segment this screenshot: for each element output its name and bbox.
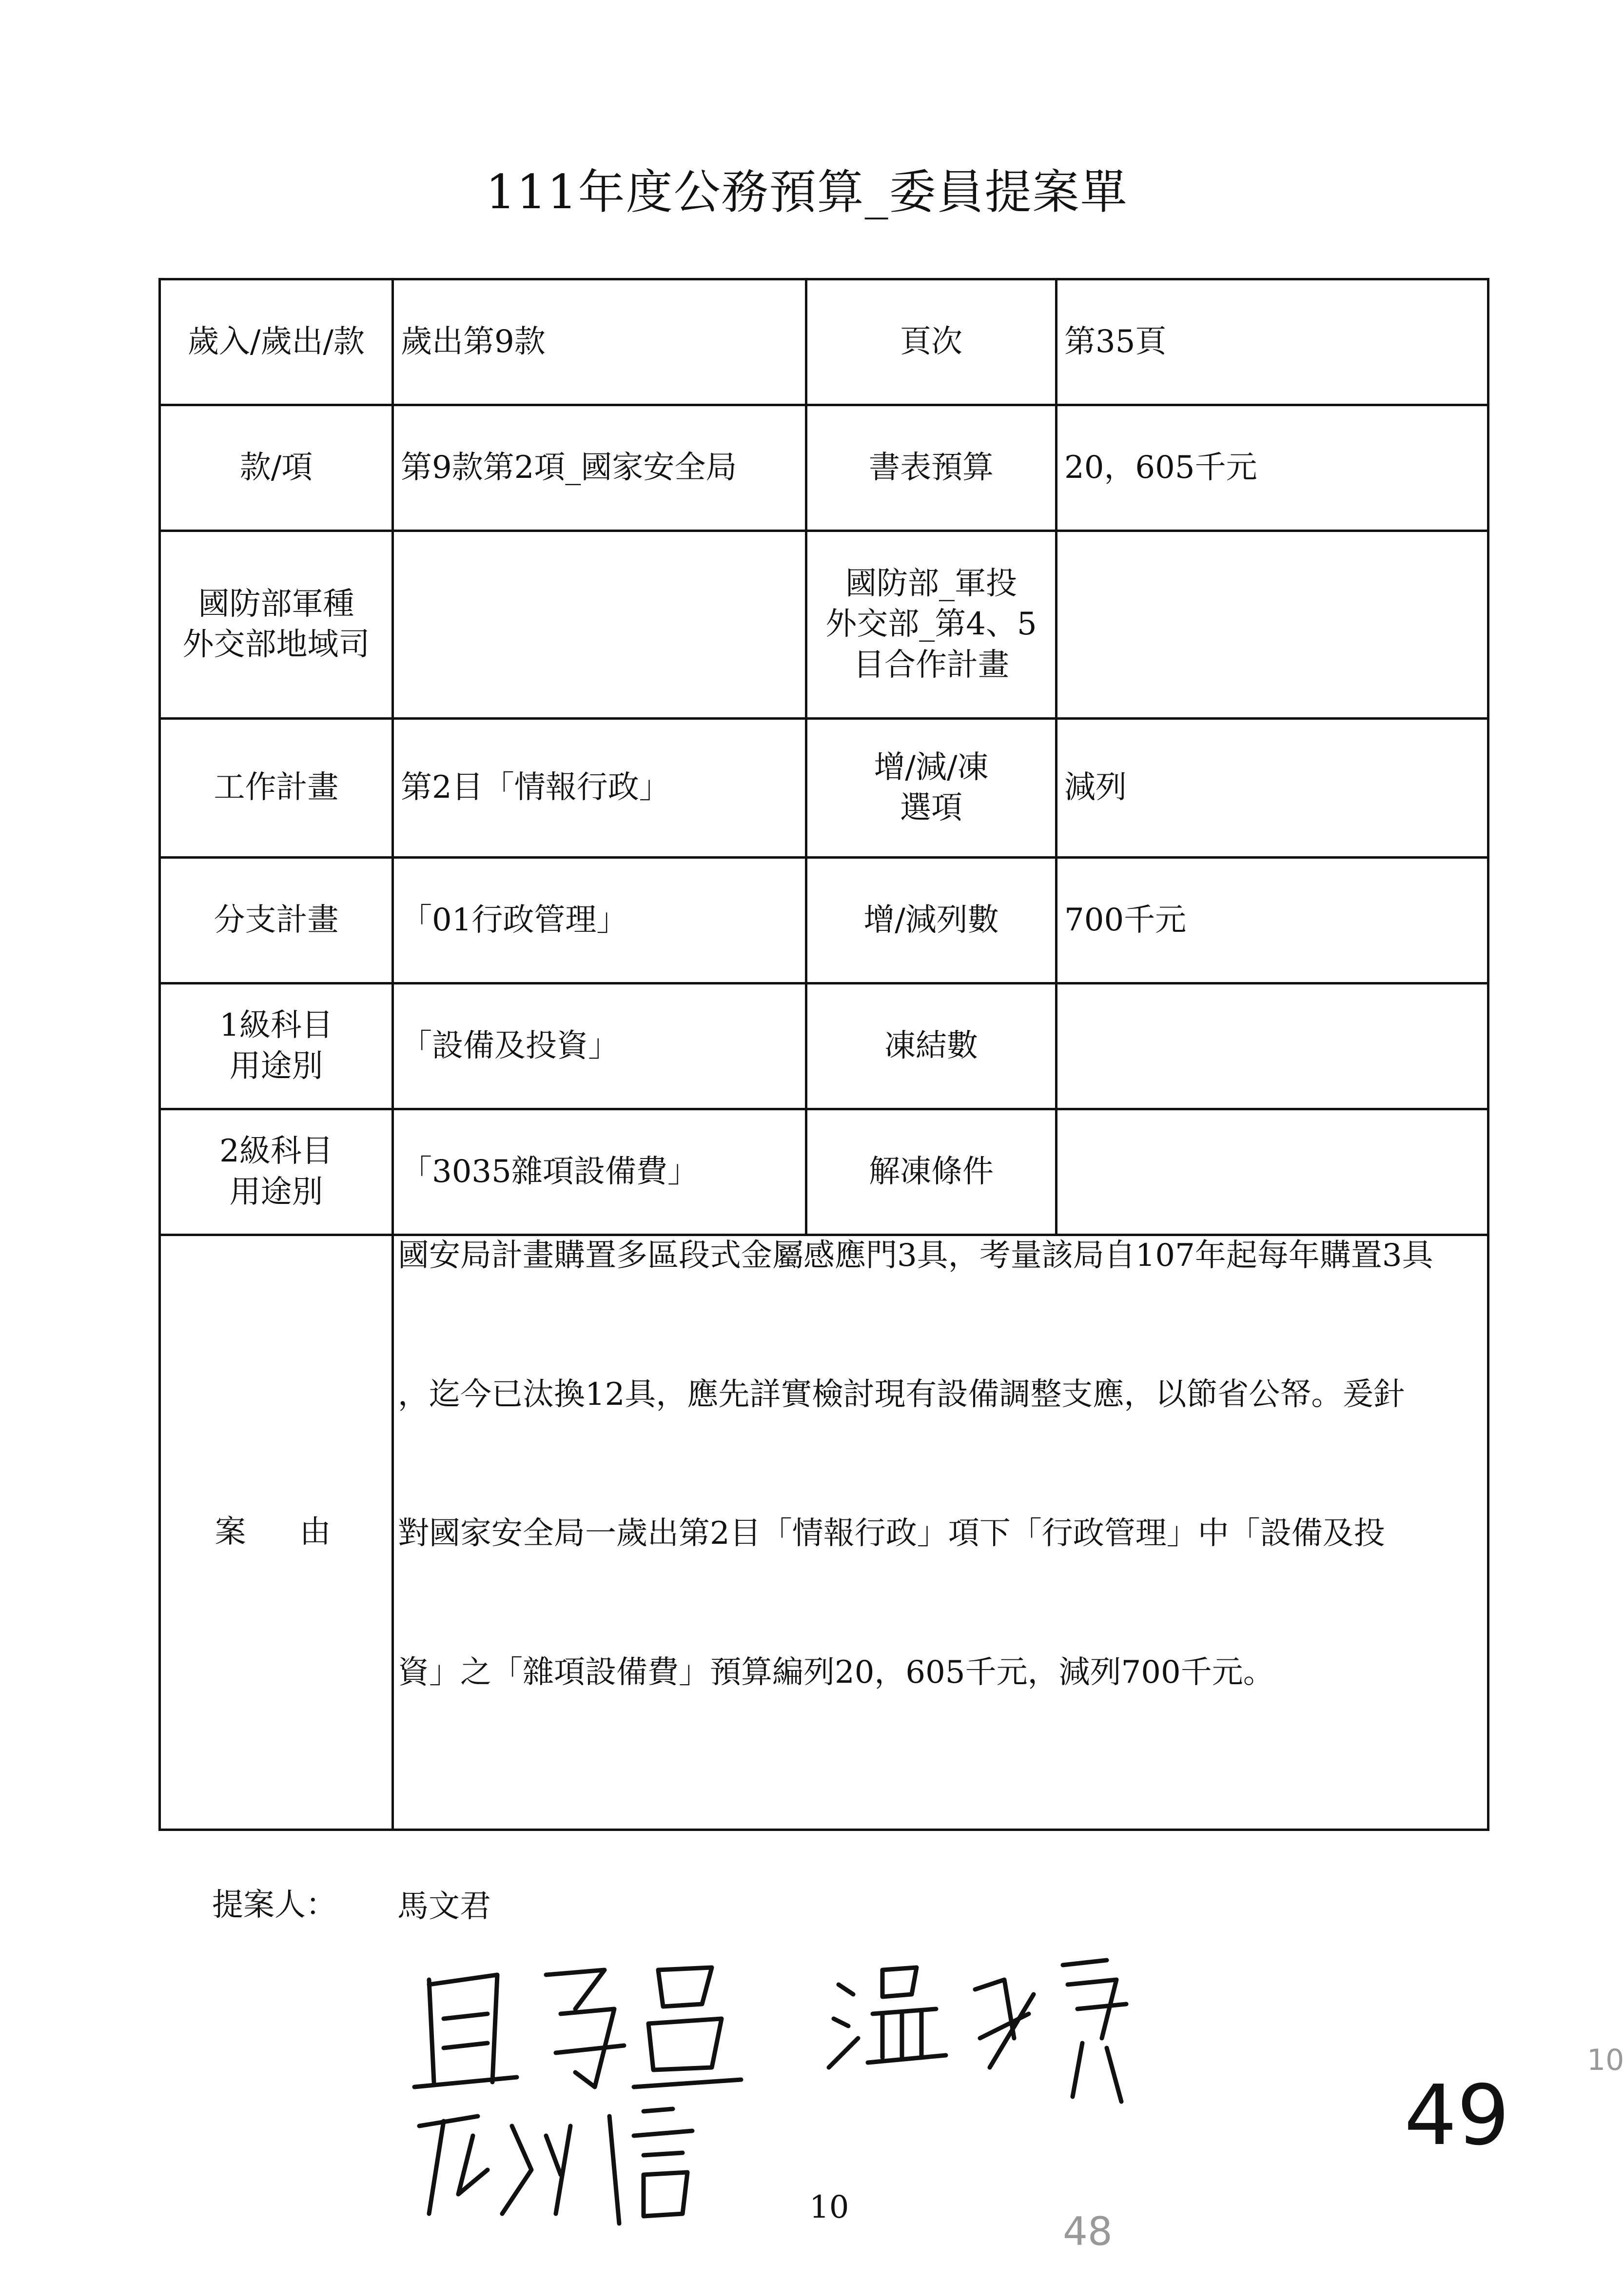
value-reason [393, 1235, 1488, 1830]
value-defense-foreign [393, 531, 806, 719]
value-work-plan: 第2目「情報行政」 [393, 719, 806, 858]
label-option [806, 719, 1057, 858]
proposal-form-table [158, 278, 1489, 1831]
label-frozen-amount: 凍結數 [806, 984, 1057, 1109]
label-change-amount: 增/減列數 [806, 858, 1057, 984]
label-line: 增/減/凍 [874, 749, 989, 786]
label-line: 2級科目 [219, 1133, 333, 1170]
label-line: 國防部_軍投 [845, 566, 1017, 602]
label-line: 選項 [900, 790, 962, 826]
label-defense-foreign [160, 531, 393, 719]
page-number: 10 [809, 2189, 849, 2225]
signature-1 [414, 1967, 741, 2087]
value-page: 第35頁 [1057, 279, 1488, 405]
value-unfreeze-conditions [1057, 1109, 1488, 1235]
label-line: 外交部_第4、5 [825, 606, 1037, 643]
value-level2-subject: 「3035雜項設備費」 [393, 1109, 806, 1235]
row-budget-type [160, 279, 1488, 405]
row-section [160, 405, 1488, 531]
value-budget-type: 歲出第9款 [393, 279, 806, 405]
row-level1-subject [160, 984, 1488, 1109]
label-section: 款/項 [160, 405, 393, 531]
label-unfreeze-conditions: 解凍條件 [806, 1109, 1057, 1235]
label-line: 國防部軍種 [198, 586, 354, 622]
form-title: 111年度公務預算_委員提案單 [486, 165, 1128, 219]
row-work-plan [160, 719, 1488, 858]
value-change-amount: 700千元 [1057, 858, 1488, 984]
value-frozen-amount [1057, 984, 1488, 1109]
signature-2 [829, 1960, 1126, 2102]
value-cooperation-plan [1057, 531, 1488, 719]
row-reason [160, 1235, 1488, 1830]
label-reason: 案由 [160, 1235, 393, 1830]
label-page: 頁次 [806, 279, 1057, 405]
label-line: 外交部地域司 [182, 627, 370, 663]
edge-mark: 10 [1587, 2043, 1624, 2077]
value-book-budget: 20，605千元 [1057, 405, 1488, 531]
label-line: 1級科目 [219, 1007, 333, 1044]
label-line: 目合作計畫 [853, 647, 1009, 683]
value-branch-plan: 「01行政管理」 [393, 858, 806, 984]
label-line: 用途別 [229, 1048, 323, 1084]
reason-line: 對國家安全局一歲出第2目「情報行政」項下「行政管理」中「設備及投 [398, 1515, 1385, 1552]
row-defense-foreign [160, 531, 1488, 719]
handwritten-page-number: 49 [1404, 2067, 1510, 2164]
label-level1-subject [160, 984, 393, 1109]
row-branch-plan [160, 858, 1488, 984]
value-section: 第9款第2項_國家安全局 [393, 405, 806, 531]
reason-line: ，迄今已汰換12具，應先詳實檢討現有設備調整支應，以節省公帑。爰針 [398, 1377, 1405, 1413]
label-book-budget: 書表預算 [806, 405, 1057, 531]
value-level1-subject: 「設備及投資」 [393, 984, 806, 1109]
handwritten-mark: 48 [1063, 2209, 1113, 2254]
reason-line: 國安局計畫購置多區段式金屬感應門3具，考量該局自107年起每年購置3具 [398, 1238, 1433, 1274]
label-work-plan: 工作計畫 [160, 719, 393, 858]
signature-3 [419, 2109, 692, 2223]
label-cooperation-plan [806, 531, 1057, 719]
proposer-name: 馬文君 [397, 1889, 491, 1925]
label-level2-subject [160, 1109, 393, 1235]
value-option: 減列 [1057, 719, 1488, 858]
label-line: 用途別 [229, 1174, 323, 1210]
label-budget-type: 歲入/歲出/款 [160, 279, 393, 405]
label-branch-plan: 分支計畫 [160, 858, 393, 984]
row-level2-subject [160, 1109, 1488, 1235]
proposer-label: 提案人： [212, 1887, 337, 1923]
reason-line: 資」之「雜項設備費」預算編列20，605千元，減列700千元。 [398, 1654, 1274, 1691]
